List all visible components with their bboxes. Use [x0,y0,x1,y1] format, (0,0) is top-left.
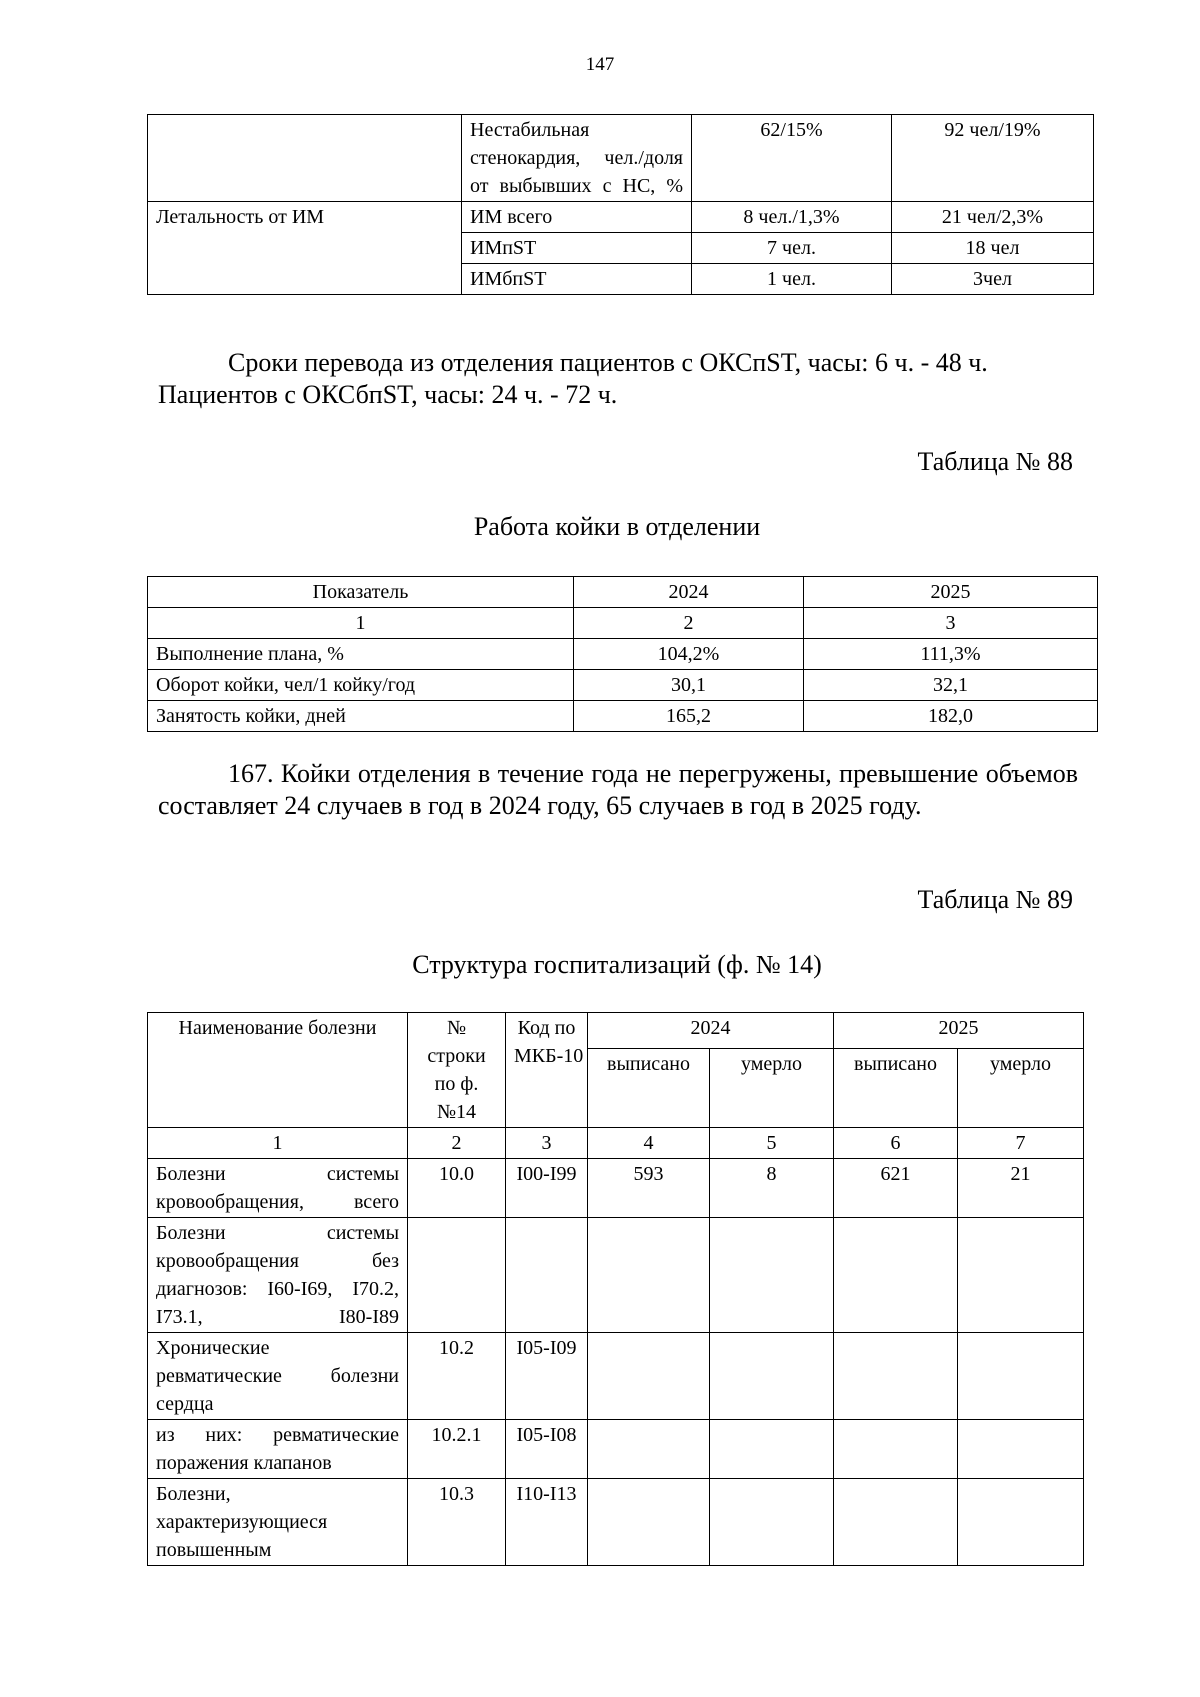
table-cell: 1 [148,608,574,639]
table-cell: ИМпST [462,233,692,264]
table-cell: 104,2% [574,639,804,670]
column-header-discharged-2025: выписано [834,1049,958,1128]
table-cell: 62/15% [692,115,892,202]
table-row [148,1218,1084,1333]
table-cell [834,1420,958,1479]
table-cell: 7 чел. [692,233,892,264]
table-header-row [148,577,1098,608]
table-cell: 18 чел [892,233,1094,264]
table-89-label: Таблица № 89 [917,885,1073,914]
table-cell: Болезни, характеризующиеся повышенным [148,1479,408,1566]
page-number: 147 [585,54,615,75]
table-cell [148,115,462,202]
table-cell [710,1420,834,1479]
table-cell [834,1218,958,1333]
table-row [148,701,1098,732]
table-cell [958,1218,1084,1333]
table-89-title: Структура госпитализаций (ф. № 14) [412,950,822,979]
table-cell [710,1333,834,1420]
table-cell: 10.2.1 [408,1420,506,1479]
table-row [148,670,1098,701]
table-cell: ИМбпST [462,264,692,295]
table-row [148,1479,1084,1566]
table-cell: из них: ревматические поражения клапанов [148,1420,408,1479]
table-cell: 10.0 [408,1159,506,1218]
table-cell [834,1333,958,1420]
table-cell: 3чел [892,264,1094,295]
table-cell: I05-I09 [506,1333,588,1420]
table-cell [710,1218,834,1333]
table-cell: 1 чел. [692,264,892,295]
table-cell: 111,3% [804,639,1098,670]
paragraph-bed-load: 167. Койки отделения в течение года не перегружены, превышение объемов составляет 24 случаев в год в 2024 году, 65 случаев в год в 2025 году. [158,759,1078,820]
table-cell [958,1333,1084,1420]
column-header-icd-code: Код по МКБ-10 [506,1013,588,1128]
table-88-label: Таблица № 88 [917,447,1073,476]
table-cell [834,1479,958,1566]
column-header-discharged-2024: выписано [588,1049,710,1128]
table-cell: 165,2 [574,701,804,732]
column-number-row [148,608,1098,639]
column-header-2025: 2025 [834,1013,1084,1049]
table-cell: Летальность от ИМ [148,202,462,233]
table-cell: 10.2 [408,1333,506,1420]
table-row [148,202,1094,233]
table-cell: 621 [834,1159,958,1218]
table-cell: Оборот койки, чел/1 койку/год [148,670,574,701]
table-cell: 3 [506,1128,588,1159]
table-cell: 1 [148,1128,408,1159]
table-cell: 30,1 [574,670,804,701]
table-row [148,115,1094,202]
column-header: Показатель [148,577,574,608]
table-row [148,264,1094,295]
table-cell [588,1333,710,1420]
table-cell [408,1218,506,1333]
table-cell: Нестабильная стенокардия, чел./доля от выбывших с НС, % [462,115,692,202]
table-cell: 21 чел/2,3% [892,202,1094,233]
table-87-continued [147,114,1094,295]
column-header-2024: 2024 [588,1013,834,1049]
table-cell: Занятость койки, дней [148,701,574,732]
table-cell: I05-I08 [506,1420,588,1479]
column-header: 2024 [574,577,804,608]
column-header-died-2025: умерло [958,1049,1084,1128]
table-cell: 3 [804,608,1098,639]
column-header: 2025 [804,577,1098,608]
table-row [148,233,1094,264]
table-cell [588,1218,710,1333]
table-row [148,1159,1084,1218]
table-cell [506,1218,588,1333]
table-row [148,639,1098,670]
table-cell: 32,1 [804,670,1098,701]
table-cell: 6 [834,1128,958,1159]
column-header-row-number: № строки по ф.№14 [408,1013,506,1128]
table-cell: Выполнение плана, % [148,639,574,670]
table-89 [147,1012,1084,1566]
column-number-row [148,1128,1084,1159]
column-header-disease: Наименование болезни [148,1013,408,1128]
table-cell: 182,0 [804,701,1098,732]
table-cell: Болезни системы кровообращения без диагнозов: I60-I69, I70.2, I73.1, I80-I89 [148,1218,408,1333]
table-cell [588,1479,710,1566]
table-cell: 10.3 [408,1479,506,1566]
table-cell: 7 [958,1128,1084,1159]
table-88-title: Работа койки в отделении [473,512,761,541]
table-header-row [148,1013,1084,1049]
table-cell: Хронические ревматические болезни сердца [148,1333,408,1420]
table-cell: 2 [408,1128,506,1159]
table-cell [588,1420,710,1479]
table-cell [148,264,462,295]
table-cell [958,1420,1084,1479]
table-cell: 593 [588,1159,710,1218]
table-cell: 5 [710,1128,834,1159]
table-cell [958,1479,1084,1566]
table-cell: ИМ всего [462,202,692,233]
table-cell: I10-I13 [506,1479,588,1566]
table-cell: 2 [574,608,804,639]
table-cell: 92 чел/19% [892,115,1094,202]
table-cell: 8 чел./1,3% [692,202,892,233]
table-cell: Болезни системы кровообращения, всего [148,1159,408,1218]
table-cell [148,233,462,264]
table-cell: 21 [958,1159,1084,1218]
table-cell: 4 [588,1128,710,1159]
column-header-died-2024: умерло [710,1049,834,1128]
table-cell: I00-I99 [506,1159,588,1218]
table-row [148,1420,1084,1479]
table-88 [147,576,1098,732]
table-row [148,1333,1084,1420]
table-cell [710,1479,834,1566]
table-cell: 8 [710,1159,834,1218]
paragraph-transfer-times: Сроки перевода из отделения пациентов с ОКСпST, часы: 6 ч. - 48 ч. Пациентов с ОКСбпST, часы: 24 ч. - 72 ч. [158,348,988,409]
